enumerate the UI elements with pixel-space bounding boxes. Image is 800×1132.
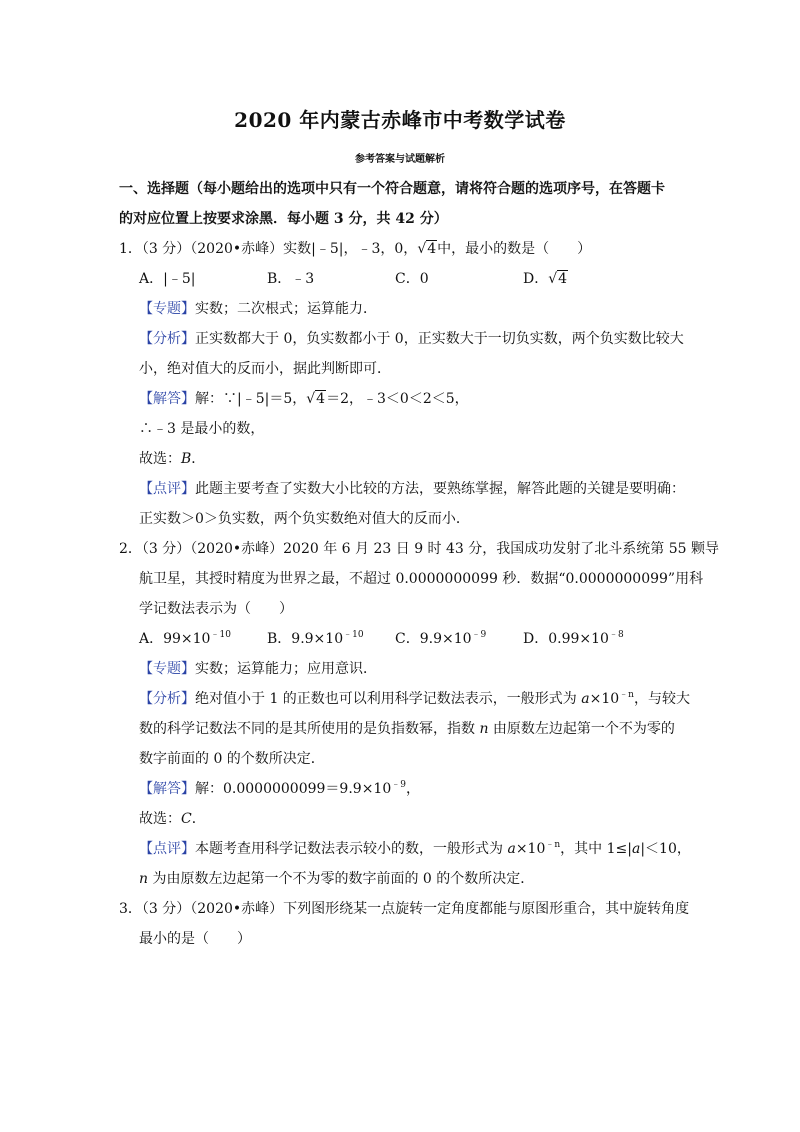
page-title: 2020 年内蒙古赤峰市中考数学试卷: [234, 108, 566, 132]
option-c: C．0: [395, 271, 429, 287]
q2-analysis-line-2: 数的科学记数法不同的是其所使用的是负指数幂，指数 n 由原数左边起第一个不为零的: [139, 721, 675, 737]
answer-suffix: ．: [191, 811, 206, 827]
q2-topic: [119, 654, 679, 684]
option-d-prefix: D．: [523, 271, 549, 287]
section-heading-line-1: 一、选择题（每小题给出的选项中只有一个符合题意，请将符合题的选项序号，在答题卡: [119, 181, 665, 197]
question-1-options: [119, 264, 679, 294]
answer-prefix: 故选：: [139, 811, 181, 827]
question-3-stem-line-1: 3．（3 分）（2020•赤峰）下列图形绕某一点旋转一定角度都能与原图形重合，其中旋转角度: [119, 901, 690, 917]
page-subtitle: 参考答案与试题解析: [355, 154, 445, 165]
exponent: ﹣9: [391, 780, 406, 790]
topic-text: 实数；运算能力；应用意识．: [195, 661, 377, 677]
answer-letter: C: [181, 811, 192, 827]
q1-stem-text: 1．（3 分）（2020•赤峰）实数|﹣5|，﹣3，0，: [119, 241, 418, 257]
q1-answer: [119, 444, 679, 474]
exponent: ﹣10: [210, 630, 231, 640]
q2-comment-line-2: n 为由原数左边起第一个不为零的数字前面的 0 的个数所决定．: [139, 871, 535, 887]
variable-n: n: [479, 721, 489, 737]
q1-solution: [119, 384, 679, 414]
answer-prefix: 故选：: [139, 451, 181, 467]
sqrt-expression: √4: [306, 391, 326, 407]
variable-a: a: [581, 691, 590, 707]
variable-n: n: [139, 871, 149, 887]
exponent: ﹣9: [471, 630, 487, 640]
answer-suffix: ．: [191, 451, 206, 467]
section-heading: [119, 174, 679, 234]
question-2: [119, 534, 719, 894]
analysis-text: 绝对值小于 1 的正数也可以利用科学记数法表示，一般形式为: [195, 691, 582, 707]
analysis-tag: 【分析】: [139, 331, 195, 347]
q1-comment: [119, 474, 685, 504]
q2-analysis-line-3: 数字前面的 0 的个数所决定．: [139, 751, 325, 767]
q2-analysis: 【分析】绝对值小于 1 的正数也可以利用科学记数法表示，一般形式为 $a\times 10^{﹣n}$，与较大: [139, 690, 690, 707]
section-heading-line-2: 的对应位置上按要求涂黑．每小题 3 分，共 42 分）: [119, 211, 448, 227]
sqrt-radicand: 4: [558, 271, 568, 287]
option-b: B．$9.9\times 10^{﹣10}$: [267, 630, 364, 647]
q1-analysis-line-2: 小，绝对值大的反而小，据此判断即可．: [139, 361, 391, 377]
analysis-tag: 【分析】: [139, 691, 195, 707]
topic-tag: 【专题】: [139, 661, 195, 677]
sqrt-expression: √4: [417, 241, 437, 257]
document-body: [119, 174, 719, 954]
solution-text: 解：0.0000000099＝9.9×10: [195, 781, 392, 797]
topic-tag: 【专题】: [139, 301, 195, 317]
q2-comment: 【点评】本题考查用科学记数法表示较小的数，一般形式为 $a\times 10^{﹣n}$，其中 1≤|a|＜10，: [139, 840, 691, 857]
topic-text: 实数；二次根式；运算能力．: [195, 301, 377, 317]
question-2-stem-line-3: 学记数法表示为（ ）: [139, 601, 293, 617]
q2-solution: 【解答】解：$0.0000000099=9.9\times 10^{﹣9}$，: [139, 780, 420, 797]
sqrt-expression: √4: [548, 271, 568, 287]
exponent: ﹣10: [343, 630, 364, 640]
variable-a: a: [507, 841, 516, 857]
option-b: B．﹣3: [267, 271, 315, 287]
solution-tag: 【解答】: [139, 391, 195, 407]
option-d: D．$0.99\times 10^{﹣8}$: [523, 630, 624, 647]
q1-solution-line-2: ∴﹣3 是最小的数，: [139, 421, 265, 437]
comment-text: 本题考查用科学记数法表示较小的数，一般形式为: [195, 841, 508, 857]
sqrt-radicand: 4: [427, 241, 437, 257]
question-2-stem-line-1: 2．（3 分）（2020•赤峰）2020 年 6 月 23 日 9 时 43 分，我国成功发射了北斗系统第 55 颗导: [119, 541, 719, 557]
q1-topic: [119, 294, 679, 324]
q2-answer: [119, 804, 679, 834]
answer-letter: B: [181, 451, 192, 467]
solution-text-end: ＝2，﹣3＜0＜2＜5，: [326, 391, 469, 407]
q1-analysis: [119, 324, 684, 354]
solution-text: 解：∵|﹣5|＝5，: [195, 391, 307, 407]
analysis-text: 正实数都大于 0，负实数都小于 0，正实数大于一切负实数，两个负实数比较大: [195, 331, 684, 347]
exponent: ﹣n: [545, 840, 561, 850]
option-d: [523, 264, 568, 294]
q1-stem-text-end: 中，最小的数是（ ）: [437, 241, 592, 257]
question-2-stem-line-2: 航卫星，其授时精度为世界之最，不超过 0.0000000099 秒．数据“0.0000000099”用科: [139, 571, 704, 587]
comment-tag: 【点评】: [139, 481, 195, 497]
option-c: C．$9.9\times 10^{﹣9}$: [395, 630, 487, 647]
solution-tag: 【解答】: [139, 781, 195, 797]
q1-comment-line-2: 正实数＞0＞负实数，两个负实数绝对值大的反而小．: [139, 511, 470, 527]
question-1: [119, 234, 685, 534]
comment-tag: 【点评】: [139, 841, 195, 857]
option-a: A．|﹣5|: [139, 271, 196, 287]
comment-text: 此题主要考查了实数大小比较的方法，要熟练掌握，解答此题的关键是要明确：: [195, 481, 685, 497]
sqrt-radicand: 4: [316, 391, 326, 407]
option-a: A．$99\times 10^{﹣10}$: [139, 630, 231, 647]
question-2-options: [119, 624, 679, 654]
question-3: [119, 894, 690, 954]
exponent: ﹣8: [608, 630, 624, 640]
question-1-stem: [119, 234, 679, 264]
question-3-stem-line-2: 最小的是（ ）: [139, 931, 251, 947]
variable-a: a: [631, 841, 641, 857]
exponent: ﹣n: [619, 690, 634, 700]
